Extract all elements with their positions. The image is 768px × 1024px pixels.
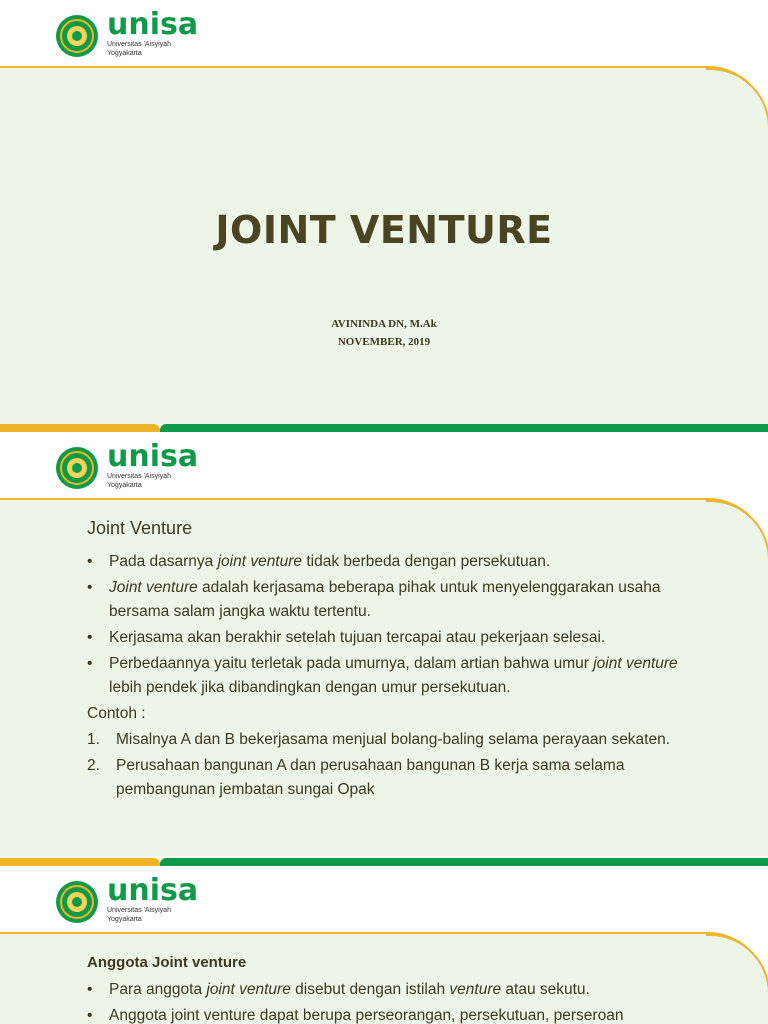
- brand-sub-2: Yogyakarta: [107, 50, 142, 57]
- slide-title-text: JOINT VENTURE: [215, 208, 553, 252]
- bullet-item: • Anggota joint venture dapat berupa perseorangan, persekutuan, perseroan: [87, 1004, 768, 1024]
- numbered-item: 1. Misalnya A dan B bekerjasama menjual bolang-baling selama perayaan sekaten.: [87, 731, 671, 748]
- slide-title: [0, 0, 768, 434]
- bullet-item: • Perbedaannya yaitu terletak pada umurnya, dalam artian bahwa umur joint venture lebih pendek jika dibandingkan dengan umur persekutuan.: [87, 652, 712, 700]
- content-body: [87, 550, 712, 804]
- brand-name: unisa: [107, 7, 199, 42]
- bullet-item: • Kerjasama akan berakhir setelah tujuan tercapai atau pekerjaan selesai.: [87, 626, 712, 650]
- bullet-item: • Joint venture adalah kerjasama beberapa pihak untuk menyelenggarakan usaha bersama salam jangka waktu tertentu.: [87, 576, 712, 624]
- logo: [55, 439, 199, 490]
- seal-icon: [55, 880, 99, 924]
- brand-sub-1: Universitas 'Aisyiyah: [107, 41, 171, 48]
- footer-bar: [0, 424, 768, 432]
- section-heading: Anggota Joint venture: [87, 954, 247, 971]
- brand-name: unisa: [107, 439, 199, 474]
- brand-sub-2: Yogyakarta: [107, 916, 142, 923]
- presentation-date: NOVEMBER, 2019: [337, 336, 431, 348]
- seal-icon: [55, 446, 99, 490]
- author-name: AVININDA DN, M.Ak: [331, 318, 437, 330]
- numbered-item: 2. Perusahaan bangunan A dan perusahaan bangunan B kerja sama selama pembangunan jembatan sungai Opak: [87, 757, 625, 798]
- seal-icon: [55, 14, 99, 58]
- brand-sub-2: Yogyakarta: [107, 482, 142, 489]
- slide-joint-venture: [0, 434, 768, 866]
- content-body: [87, 978, 768, 1024]
- logo: [55, 7, 199, 58]
- example-label: Contoh :: [87, 705, 146, 722]
- bullet-item: • Para anggota joint venture disebut dengan istilah venture atau sekutu.: [87, 978, 768, 1002]
- logo: [55, 873, 199, 924]
- footer-bar: [0, 858, 768, 866]
- brand-name: unisa: [107, 873, 199, 908]
- bullet-item: • Pada dasarnya joint venture tidak berbeda dengan persekutuan.: [87, 550, 712, 574]
- brand-sub-1: Universitas 'Aisyiyah: [107, 473, 171, 480]
- slide-anggota: [0, 866, 768, 1024]
- brand-sub-1: Universitas 'Aisyiyah: [107, 907, 171, 914]
- section-heading: Joint Venture: [87, 518, 193, 538]
